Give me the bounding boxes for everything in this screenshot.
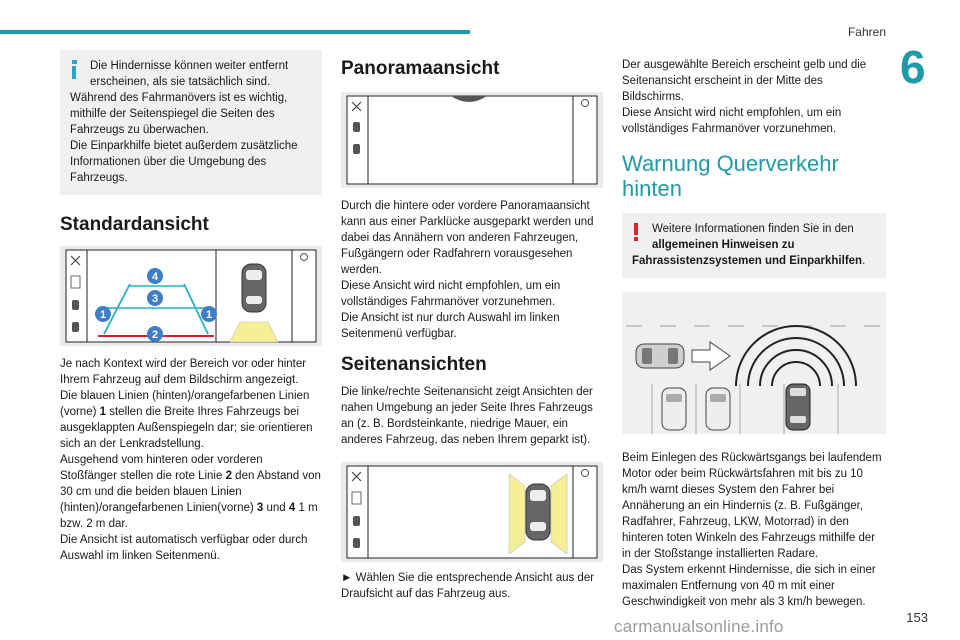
standard-p2c: stellen die Breite Ihres Fahrzeugs bei ausgeklappten Außenspiegeln dar; sie orientieren sich an der Lenkradstellung. xyxy=(60,406,313,450)
panorama-p2: Diese Ansicht wird nicht empfohlen, um ein vollständiges Fahrmanöver vorzunehmen. xyxy=(341,280,561,308)
side-views-bullet: Wählen Sie die entsprechende Ansicht aus der Draufsicht auf das Fahrzeug aus. xyxy=(341,572,595,600)
warning-box xyxy=(622,213,886,278)
column-left xyxy=(60,50,322,564)
warning-end: . xyxy=(862,255,866,267)
bullet-marker: ► xyxy=(341,572,353,584)
rear-cross-traffic-p2: Das System erkennt Hindernisse, die sich in einer maximalen Entfernung von 40 m mit einer Geschwindigkeit von mehr als 3 km/h bewegen. xyxy=(622,564,876,608)
label-1-right-text: 1 xyxy=(205,309,213,321)
right-zone-highlight xyxy=(551,474,567,554)
approaching-car-icon xyxy=(636,344,684,368)
panorama-p3: Die Ansicht ist nur durch Auswahl im linken Seitenmenü verfügbar. xyxy=(341,312,560,340)
standard-p3d: 3 xyxy=(256,502,264,514)
reversing-car-icon xyxy=(786,384,810,430)
standard-p3b: 2 xyxy=(225,470,232,482)
column-middle xyxy=(341,50,605,602)
rear-cross-traffic-p1: Beim Einlegen des Rückwärtsgangs bei laufendem Motor oder beim Rückwärtsfahren mit bis zu 10 km/h warnt dieses System den Fahrer bei Annäherung an ein Hindernis (z. B. Fußgänger, Radfahrer, Fahrzeug, LKW, Motorrad) in den hinteren toten Winkeln des Fahrzeugs mithilfe der in der Stoßstange installierten Radare. xyxy=(622,452,882,560)
label-3 xyxy=(147,290,163,306)
standard-p2a: Die blauen Linien (hinten)/orangefarbenen Linien (vorne) xyxy=(60,390,310,418)
info-text: Während des Fahrmanövers ist es wichtig, mithilfe der Seitenspiegel die Seiten des Fahrzeugs zu überwachen. Die Einparkhilfe bietet außerdem zusätzliche Informationen über die Umgebung des Fahrzeugs. xyxy=(70,92,298,184)
header-title: Fahren xyxy=(847,25,886,39)
parked-car-icon xyxy=(706,388,730,430)
panorama-p1: Durch die hintere oder vordere Panoramaansicht kann aus einer Parklücke ausgeparkt werden und dabei das Annähern von anderen Fahrzeugen, Fußgängern oder Radfahrern vorausgesehen werden. xyxy=(341,200,594,276)
standard-p2b: 1 xyxy=(99,406,107,418)
panorama-figure xyxy=(341,92,605,188)
car-topview-icon xyxy=(242,264,266,312)
panorama-heading: Panoramaansicht xyxy=(341,58,500,79)
standard-p3a: Ausgehend vom hinteren oder vorderen Stoßfänger stellen die rote Linie xyxy=(60,454,263,482)
car-rear-icon[interactable] xyxy=(353,516,360,526)
car-rear-icon[interactable] xyxy=(353,122,360,132)
standard-p1: Je nach Kontext wird der Bereich vor oder hinter Ihrem Fahrzeug auf dem Bildschirm angezeigt. xyxy=(60,358,307,386)
standard-p4: Die Ansicht ist automatisch verfügbar oder durch Auswahl im linken Seitenmenü. xyxy=(60,534,308,562)
chapter-number: 6 xyxy=(900,41,926,93)
page-number: 153 xyxy=(906,610,928,625)
info-box xyxy=(60,50,322,195)
label-4-text: 4 xyxy=(151,271,159,283)
header-accent-bar xyxy=(0,30,470,34)
label-3-text: 3 xyxy=(151,293,159,305)
label-2-text: 2 xyxy=(151,329,159,341)
info-second-line: erscheinen, als sie tatsächlich sind. xyxy=(90,76,271,88)
warning-bold2: Fahrassistenzsystemen und Einparkhilfen xyxy=(632,255,863,267)
standard-view-screen xyxy=(60,246,322,346)
warning-bold1: allgemeinen Hinweisen zu xyxy=(652,239,795,251)
label-1-right xyxy=(201,306,217,322)
warning-icon xyxy=(632,223,640,241)
side-views-p2: Der ausgewählte Bereich erscheint gelb und die Seitenansicht erscheint in der Mitte des Bildschirms. xyxy=(622,59,867,103)
car-rear-icon[interactable] xyxy=(72,300,79,310)
rear-cross-traffic-illustration xyxy=(622,292,886,440)
parked-car-icon xyxy=(662,388,686,430)
side-view-figure xyxy=(341,462,605,562)
column-right xyxy=(622,50,886,610)
side-views-p3: Diese Ansicht wird nicht empfohlen, um ein vollständiges Fahrmanöver vorzunehmen. xyxy=(622,107,842,135)
standard-view-heading: Standardansicht xyxy=(60,214,209,235)
label-1-left-text: 1 xyxy=(99,309,107,321)
watermark: carmanualsonline.info xyxy=(614,617,784,636)
panorama-screen xyxy=(341,92,603,188)
warning-line1: Weitere Informationen finden Sie in den xyxy=(652,223,854,235)
info-first-line: Die Hindernisse können weiter entfernt xyxy=(90,60,289,72)
standard-p3g: 1 m bzw. 2 m dar. xyxy=(60,502,318,530)
standard-p3c: den Abstand von 30 cm und die beiden blauen Linien (hinten)/orangefarbenen Linien(vorne) xyxy=(60,470,321,514)
left-zone-highlight xyxy=(509,474,525,554)
car-front-icon[interactable] xyxy=(353,144,360,154)
car-front-icon[interactable] xyxy=(353,538,360,548)
car-topview-icon xyxy=(526,484,550,540)
info-icon xyxy=(70,60,78,79)
rear-cross-traffic-heading: Warnung Querverkehr hinten xyxy=(622,151,839,201)
side-views-p1: Die linke/rechte Seitenansicht zeigt Ansichten der nahen Umgebung an jeder Seite Ihres Fahrzeugs an (z. B. Bordsteinkante, niedrige Mauer, ein anderes Fahrzeug, das neben Ihrem geparkt ist). xyxy=(341,386,593,446)
standard-p3e: und xyxy=(263,502,289,514)
label-2 xyxy=(147,326,163,342)
side-views-heading: Seitenansichten xyxy=(341,354,487,375)
standard-view-figure xyxy=(60,246,322,346)
car-front-icon[interactable] xyxy=(72,322,79,332)
rear-cross-traffic-figure xyxy=(622,292,886,440)
standard-p3f: 4 xyxy=(288,502,296,514)
label-1-left xyxy=(95,306,111,322)
side-view-screen xyxy=(341,462,603,562)
label-4 xyxy=(147,268,163,284)
